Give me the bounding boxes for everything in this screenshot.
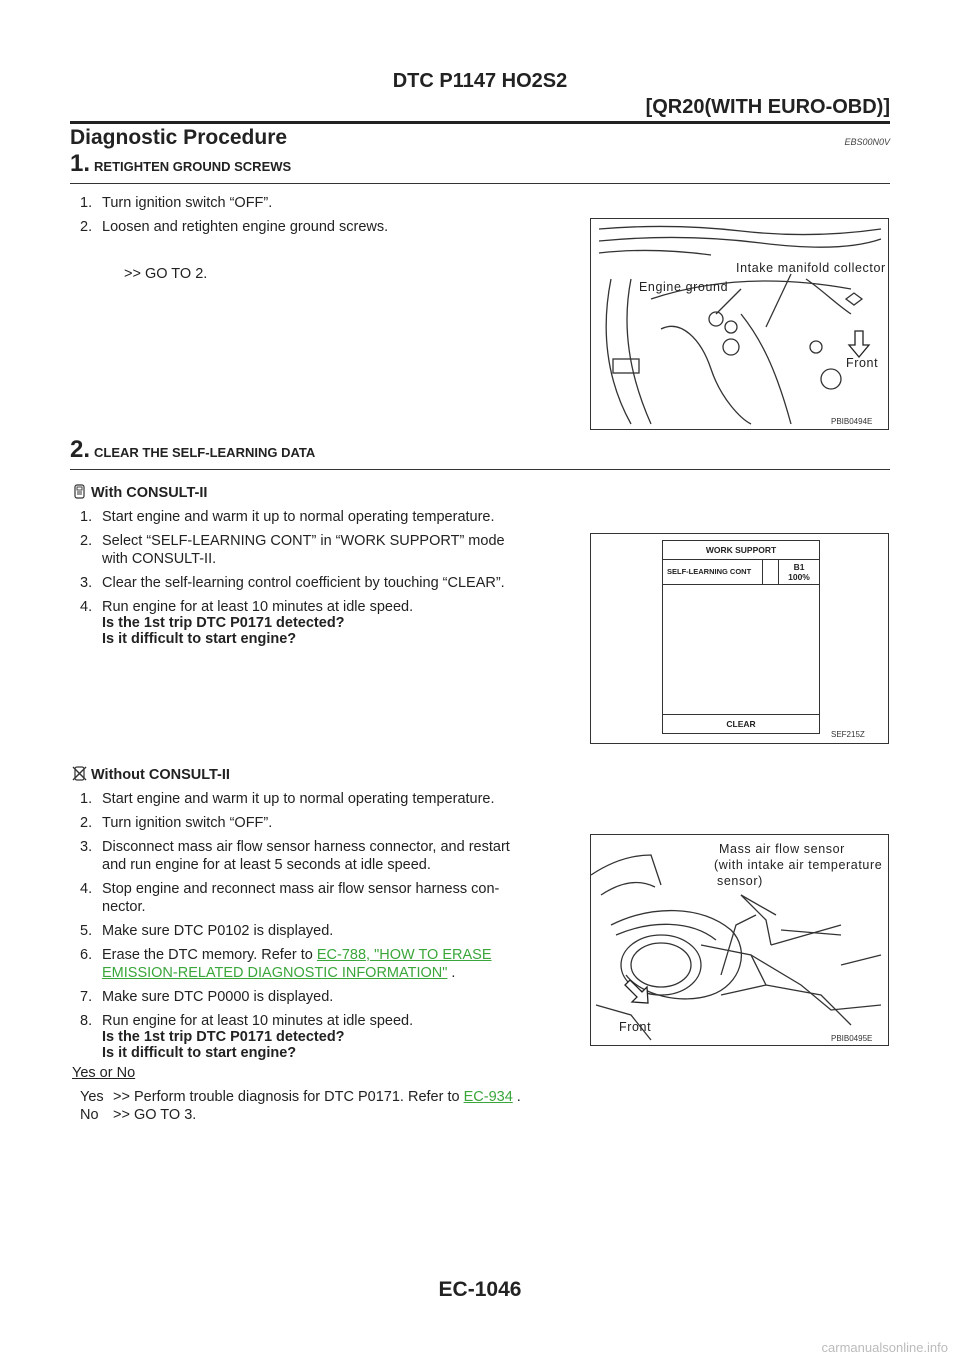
watermark: carmanualsonline.info — [821, 1340, 948, 1355]
clear-button[interactable]: CLEAR — [663, 714, 819, 733]
screen-title: WORK SUPPORT — [663, 541, 819, 560]
step-1-title: RETIGHTEN GROUND SCREWS — [94, 159, 292, 174]
question: Is the 1st trip DTC P0171 detected? — [102, 1029, 345, 1045]
screen-row — [663, 560, 819, 585]
step-2-number: 2. — [70, 436, 91, 463]
figure-label-maf: Mass air flow sensor — [719, 842, 845, 856]
list-item: 2. Turn ignition switch “OFF”. — [80, 815, 273, 831]
no-consult-icon — [72, 766, 87, 781]
consult-screen-figure — [590, 533, 889, 744]
consult-screen — [662, 540, 820, 734]
section-title: Diagnostic Procedure — [70, 126, 288, 149]
yes-branch: Yes >> Perform trouble diagnosis for DTC P0171. Refer to EC-934 . — [80, 1089, 521, 1105]
step-2-title: CLEAR THE SELF-LEARNING DATA — [94, 445, 316, 460]
list-item: 3. Disconnect mass air flow sensor harness connector, and restart and run engine for at least 5 seconds at idle speed. — [80, 839, 510, 873]
header-rule — [70, 121, 890, 124]
step-2-heading — [70, 436, 315, 464]
figure-label-front: Front — [619, 1020, 652, 1034]
list-item: 1. Start engine and warm it up to normal operating temperature. — [80, 509, 495, 525]
list-item: 8. Run engine for at least 10 minutes at idle speed. — [80, 1013, 414, 1029]
goto-step-2: >> GO TO 2. — [124, 266, 208, 282]
ec-934-link[interactable]: EC-934 — [463, 1089, 513, 1105]
list-item: 4. Run engine for at least 10 minutes at idle speed. — [80, 599, 414, 615]
with-consult-label: With CONSULT-II — [72, 484, 207, 502]
list-item: 4. Stop engine and reconnect mass air flow sensor harness con- nector. — [80, 881, 500, 915]
figure-code: SEF215Z — [831, 730, 865, 739]
step-1-rule — [70, 183, 890, 184]
screen-bank: B1 — [793, 562, 805, 572]
list-item: 1. Turn ignition switch “OFF”. — [80, 195, 273, 211]
figure-label-manifold: Intake manifold collector — [736, 261, 886, 275]
list-item: 7. Make sure DTC P0000 is displayed. — [80, 989, 334, 1005]
question: Is it difficult to start engine? — [102, 631, 297, 647]
screen-row-label: SELF-LEARNING CONT — [663, 560, 763, 584]
figure-label-iat: (with intake air temperature — [714, 858, 883, 872]
page-number: EC-1046 — [438, 1278, 522, 1301]
maf-sensor-illustration-icon — [591, 835, 888, 1045]
section-code: EBS00N0V — [844, 137, 890, 147]
step-1-number: 1. — [70, 150, 91, 177]
erase-dtc-link[interactable]: EC-788, "HOW TO ERASE — [316, 947, 492, 963]
without-consult-label: Without CONSULT-II — [72, 766, 230, 784]
list-item: 3. Clear the self-learning control coefficient by touching “CLEAR”. — [80, 575, 505, 591]
screen-value: 100% — [788, 572, 810, 582]
yes-no-label: Yes or No — [72, 1065, 136, 1081]
list-item: 6. Erase the DTC memory. Refer to EC-788, "HOW TO ERASE EMISSION-RELATED DIAGNOSTIC INFORMATION" . — [80, 947, 492, 981]
engine-ground-figure — [590, 218, 889, 430]
figure-code: PBIB0495E — [831, 1034, 873, 1043]
erase-dtc-link-cont[interactable]: EMISSION-RELATED DIAGNOSTIC INFORMATION" — [102, 965, 448, 981]
list-item: 1. Start engine and warm it up to normal operating temperature. — [80, 791, 495, 807]
list-item: 2. Loosen and retighten engine ground screws. — [80, 219, 389, 235]
document-subtitle: [QR20(WITH EURO-OBD)] — [645, 96, 890, 118]
figure-label-engine-ground: Engine ground — [639, 280, 729, 294]
figure-label-front: Front — [846, 356, 879, 370]
document-title: DTC P1147 HO2S2 — [392, 70, 568, 92]
list-item: 5. Make sure DTC P0102 is displayed. — [80, 923, 334, 939]
consult-icon — [72, 484, 87, 499]
question: Is the 1st trip DTC P0171 detected? — [102, 615, 345, 631]
maf-sensor-figure — [590, 834, 889, 1046]
no-branch: No >> GO TO 3. — [80, 1107, 197, 1123]
figure-label-sensor: sensor) — [717, 874, 763, 888]
question: Is it difficult to start engine? — [102, 1045, 297, 1061]
step-1-heading — [70, 150, 291, 178]
list-item: 2. Select “SELF-LEARNING CONT” in “WORK SUPPORT” mode with CONSULT-II. — [80, 533, 505, 567]
engine-illustration-icon — [591, 219, 888, 429]
figure-code: PBIB0494E — [831, 417, 873, 426]
step-2-rule — [70, 469, 890, 470]
